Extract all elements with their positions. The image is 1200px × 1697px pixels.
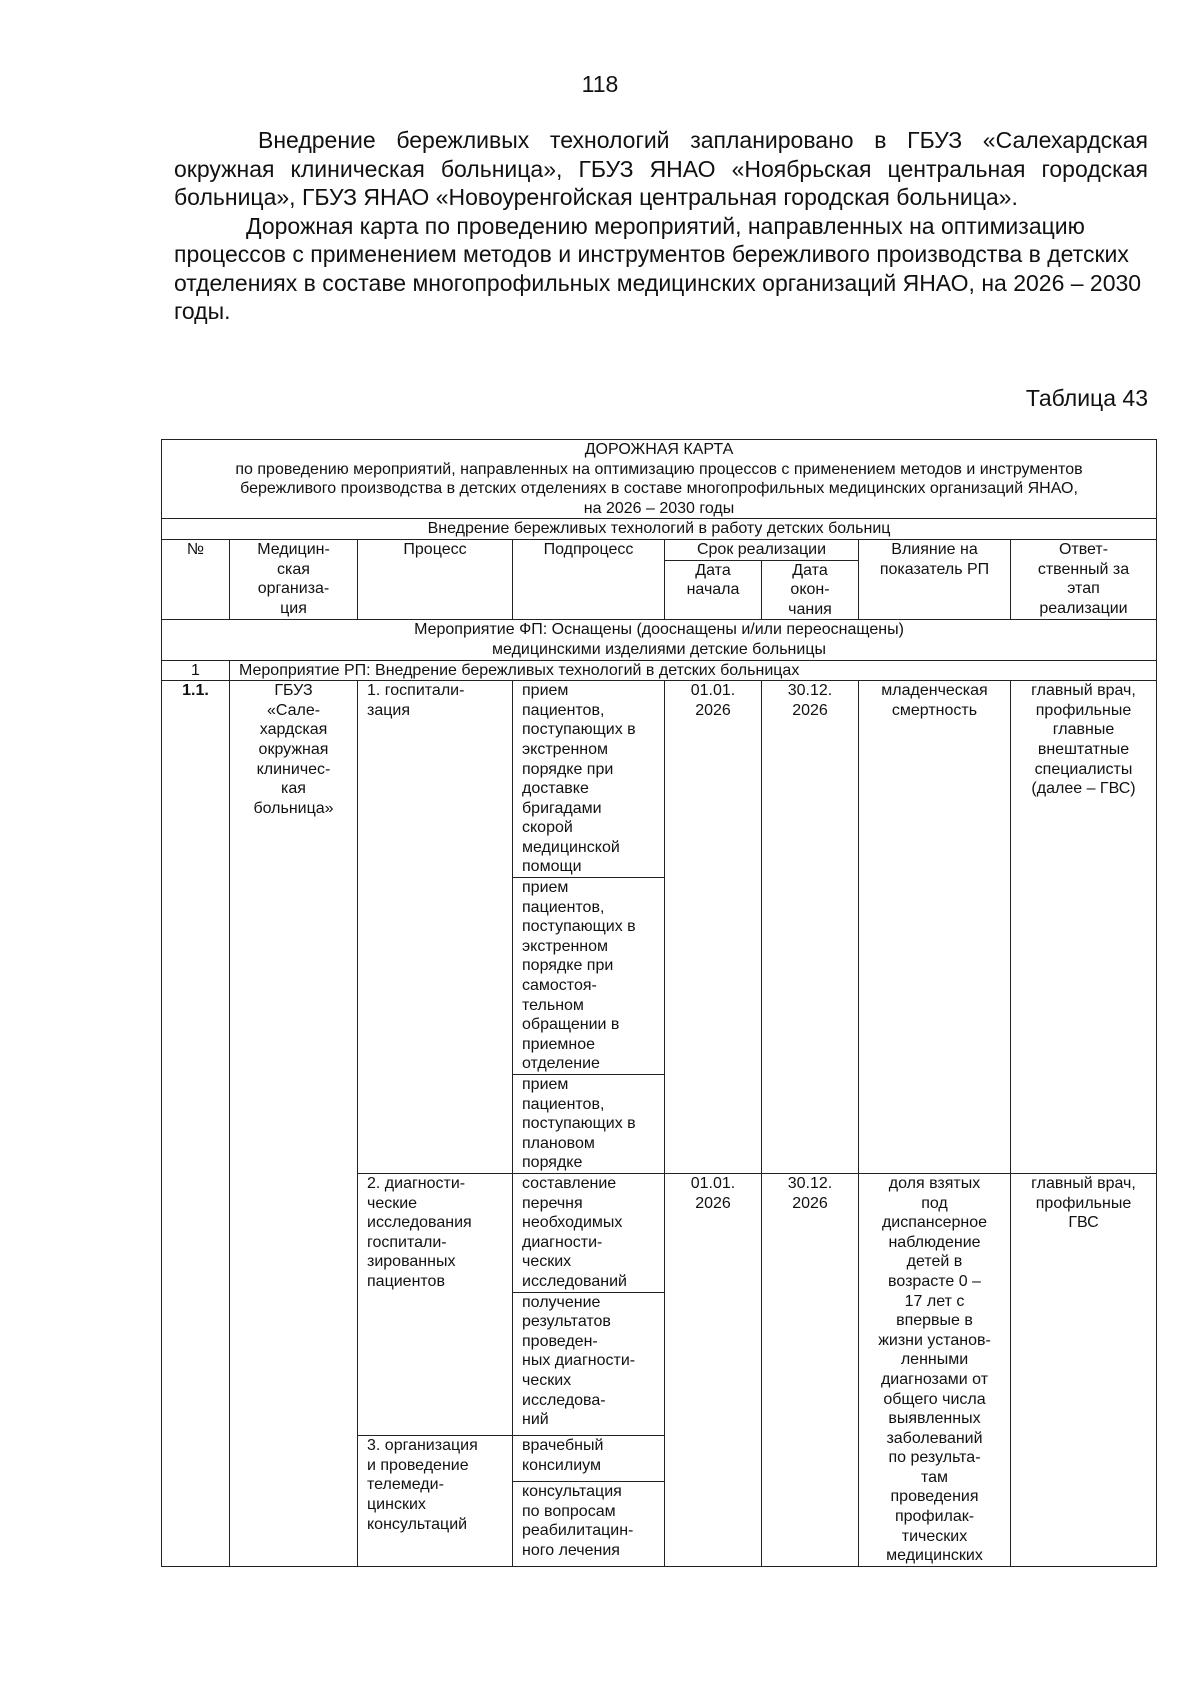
subprocess-cell: прием пациентов, поступающих в экстренном порядке при доставке бригадами скорой медицинской помощи: [513, 681, 665, 878]
intro-paragraph-2: Дорожная карта по проведению мероприятий, направленных на оптимизацию процессов с применением методов и инструментов бережливого производства в детских отделениях в составе многопрофильных медицинских организаций ЯНАО, на 2026 – 2030 годы.: [174, 212, 1142, 324]
table-title: ДОРОЖНАЯ КАРТА по проведению мероприятий, направленных на оптимизацию процессов с применением методов и инструментов бережливого производства в детских отделениях в составе многопрофильных медицинских организаций ЯНАО, на 2026 – 2030 годы: [162, 440, 1157, 519]
intro-paragraph-1: Внедрение бережливых технологий запланировано в ГБУЗ «Салехардская окружная клиническая больница», ГБУЗ ЯНАО «Ноябрьская центральная городская больница», ГБУЗ ЯНАО «Новоуренгойская центральная городская больница».: [174, 127, 1148, 210]
responsible-cell: главный врач, профильные ГВС: [1011, 1173, 1157, 1566]
header-subprocess: Подпроцесс: [513, 539, 665, 619]
rp-event-row: [162, 660, 1157, 681]
intro-text: [174, 126, 1148, 326]
subprocess-cell: прием пациентов, поступающих в плановом порядке: [513, 1075, 665, 1174]
header-term: Срок реализации: [665, 539, 859, 560]
end-date-cell: 30.12. 2026: [762, 681, 859, 1174]
header-impact: Влияние на показатель РП: [859, 539, 1011, 619]
header-responsible: Ответ- ственный за этап реализации: [1011, 539, 1157, 619]
process-hospitalization: 1. госпитали- зация: [358, 681, 513, 1174]
subprocess-cell: прием пациентов, поступающих в экстренном порядке при самостоя- тельном обращении в приемное отделение: [513, 878, 665, 1075]
row-number: 1.1.: [162, 681, 230, 1567]
process-diagnostics: 2. диагности- ческие исследования госпитали- зированных пациентов: [358, 1173, 513, 1435]
rp-event-text: Мероприятие РП: Внедрение бережливых технологий в детских больницах: [230, 660, 1157, 681]
header-process: Процесс: [358, 539, 513, 619]
subprocess-cell: составление перечня необходимых диагности- ческих исследований: [513, 1173, 665, 1292]
impact-cell: доля взятых под диспансерное наблюдение детей в возрасте 0 – 17 лет с впервые в жизни установ- ленными диагнозами от общего числа выявленных заболеваний по результа- там проведения профилак- тических медицинских: [859, 1173, 1011, 1566]
header-organization: Медицин- ская организа- ция: [230, 539, 358, 619]
table-title-row: [162, 440, 1157, 519]
start-date-cell: 01.01. 2026: [665, 681, 762, 1174]
table-caption: Таблица 43: [1025, 385, 1148, 411]
organization-cell: ГБУЗ «Сале- хардская окружная клиничес- кая больница»: [230, 681, 358, 1567]
header-start-date: Дата начала: [665, 560, 762, 620]
rp-event-number: 1: [162, 660, 230, 681]
roadmap-table: [161, 439, 1157, 1567]
section-row: [162, 519, 1157, 540]
impact-cell: младенческая смертность: [859, 681, 1011, 1174]
subprocess-cell: получение результатов проведен- ных диагности- ческих исследова- ний: [513, 1292, 665, 1436]
process-telemedicine: 3. организация и проведение телемеди- цинских консультаций: [358, 1436, 513, 1567]
header-number: №: [162, 539, 230, 619]
end-date-cell: 30.12. 2026: [762, 1173, 859, 1566]
subprocess-cell: консультация по вопросам реабилитацин- ного лечения: [513, 1481, 665, 1566]
fp-event-row: [162, 620, 1157, 660]
page-number: 118: [581, 71, 619, 97]
responsible-cell: главный врач, профильные главные внештатные специалисты (далее – ГВС): [1011, 681, 1157, 1174]
fp-event: Мероприятие ФП: Оснащены (дооснащены и/или переоснащены) медицинскими изделиями детские больницы: [162, 620, 1157, 660]
subprocess-cell: врачебный консилиум: [513, 1436, 665, 1482]
header-end-date: Дата окон- чания: [762, 560, 859, 620]
section-title: Внедрение бережливых технологий в работу детских больниц: [162, 519, 1157, 540]
start-date-cell: 01.01. 2026: [665, 1173, 762, 1566]
header-row: [162, 539, 1157, 560]
table-row: [162, 681, 1157, 878]
